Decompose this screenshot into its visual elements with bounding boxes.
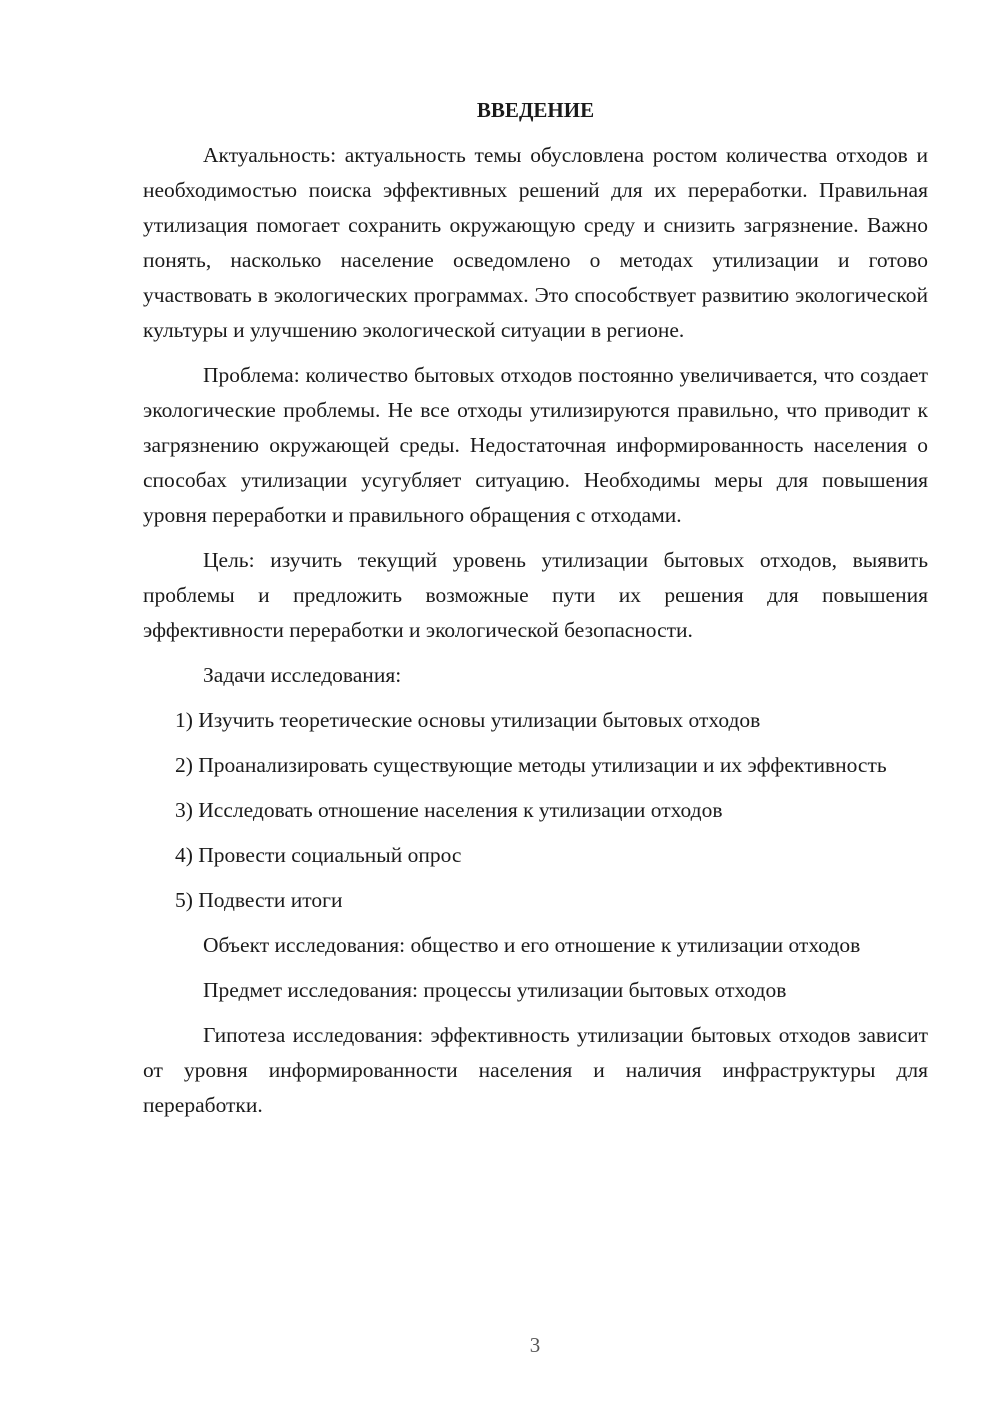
task-item: 4) Провести социальный опрос (175, 843, 462, 867)
paragraph-object: Объект исследования: общество и его отношение к утилизации отходов (203, 933, 861, 957)
paragraph-relevance: Актуальность: актуальность темы обусловлена ростом количества отходов и необходимостью поиска эффективных решений для их переработки. Правильная утилизация помогает сохранить окружающую среду и снизить загрязнение. Важно понять, насколько население осведомлено о методах утилизации и готово участвовать в экологических программах. Это способствует развитию экологической культуры и улучшению экологической ситуации в регионе. (143, 143, 928, 342)
document-title: ВВЕДЕНИЕ (476, 98, 595, 122)
task-item: 2) Проанализировать существующие методы утилизации и их эффективность (175, 753, 887, 777)
paragraph-subject: Предмет исследования: процессы утилизации бытовых отходов (203, 978, 787, 1002)
task-item: 1) Изучить теоретические основы утилизации бытовых отходов (175, 708, 761, 732)
page-number: 3 (529, 1333, 541, 1357)
document-body (143, 94, 928, 1133)
paragraph-tasks-heading: Задачи исследования: (203, 663, 402, 687)
task-item: 5) Подвести итоги (175, 888, 343, 912)
paragraph-problem: Проблема: количество бытовых отходов постоянно увеличивается, что создает экологические проблемы. Не все отходы утилизируются правильно, что приводит к загрязнению окружающей среды. Недостаточная информированность населения о способах утилизации усугубляет ситуацию. Необходимы меры для повышения уровня переработки и правильного обращения с отходами. (143, 363, 928, 527)
paragraph-goal: Цель: изучить текущий уровень утилизации бытовых отходов, выявить проблемы и предложить возможные пути их решения для повышения эффективности переработки и экологической безопасности. (143, 548, 928, 642)
task-item: 3) Исследовать отношение населения к утилизации отходов (175, 798, 723, 822)
paragraph-hypothesis: Гипотеза исследования: эффективность утилизации бытовых отходов зависит от уровня информированности населения и наличия инфраструктуры для переработки. (143, 1023, 928, 1117)
